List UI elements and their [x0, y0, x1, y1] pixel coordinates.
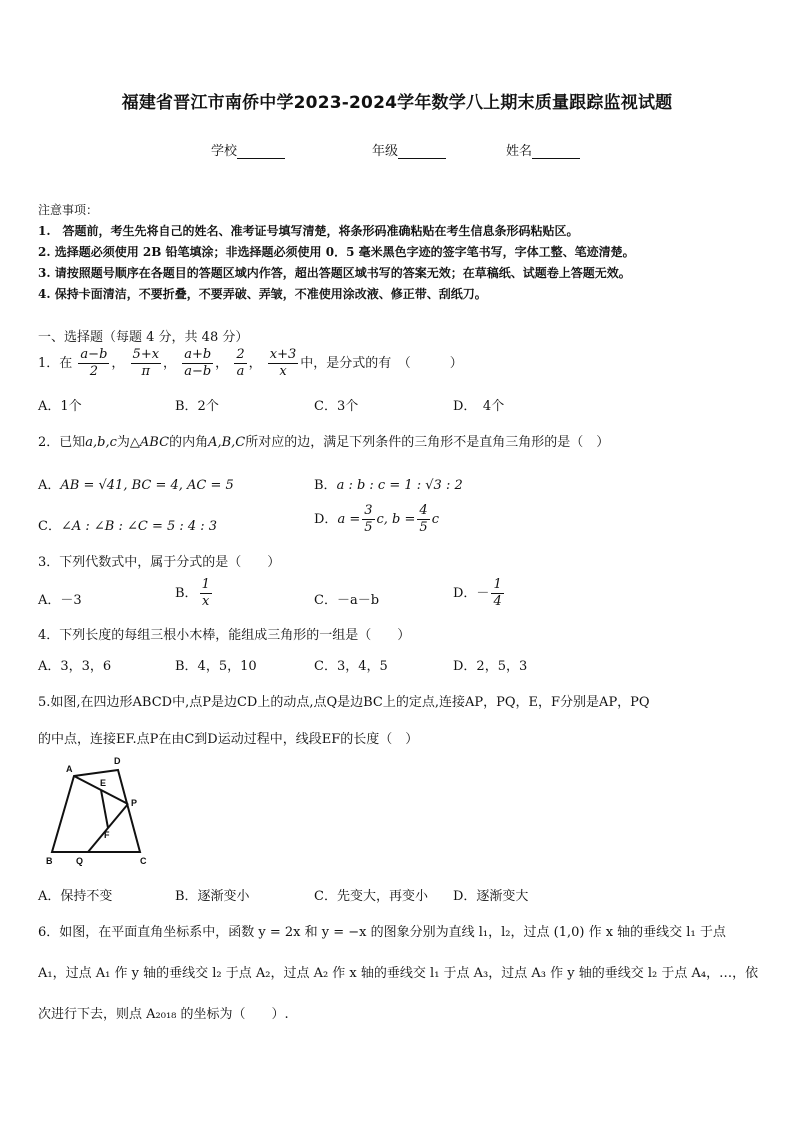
question-2: 2．已知a,b,c为△ABC的内角A,B,C所对应的边，满足下列条件的三角形不是直角三角形的是（ ） [38, 435, 610, 450]
notes [38, 200, 635, 305]
q1-fraction: $\frac{a-b}{2}$ [80, 347, 108, 379]
note-item: 4. 保持卡面清洁，不要折叠，不要弄破、弄皱，不准使用涂改液、修正带、刮纸刀。 [38, 287, 487, 301]
q1-fraction: $\frac{x+3}{x}$ [269, 347, 297, 379]
q2-option-c: C．∠A : ∠B : ∠C = 5 : 4 : 3 [38, 519, 218, 534]
q1-fraction: $\frac{5+x}{\pi}$ [132, 347, 160, 379]
q3-option-c: C．－a－b [314, 593, 380, 608]
q5-option-c: C．先变大，再变小 [314, 889, 428, 904]
label-f: F [104, 830, 110, 840]
q5-option-b: B．逐渐变小 [175, 889, 250, 904]
segment-ef [101, 790, 108, 828]
q4-option-a: A．3，3，6 [38, 659, 112, 674]
q1-suffix: 中，是分式的有 （ ） [300, 356, 463, 371]
grade-label: 年级 [372, 144, 399, 159]
page-title: 福建省晋江市南侨中学2023-2024学年数学八上期末质量跟踪监视试题 [121, 93, 673, 113]
q1-fraction: $\frac{a+b}{a-b}$ [184, 347, 212, 379]
question-1: 1．在 $\frac{a-b}{2}$ ， $\frac{5+x}{\pi}$ ， $\frac{a+b}{a-b}$ ， $\frac{2}{a}$ ， $\frac{x+3}{x}$ 中，是分式的有 （ ） [38, 347, 463, 379]
q4-option-c: C．3，4，5 [314, 659, 388, 674]
school-blank [237, 145, 285, 159]
q3-option-d: D．－ $\frac{1}{4}$ [453, 577, 502, 609]
q3-option-a: A．－3 [38, 593, 82, 608]
question-5-line-1: 5.如图,在四边形ABCD中,点P是边CD上的动点,点Q是边BC上的定点,连接AP，PQ，E，F分别是AP，PQ [38, 695, 650, 710]
question-3: 3．下列代数式中，属于分式的是（ ） [38, 555, 281, 570]
q2-option-a: A．AB = √41, BC = 4, AC = 5 [38, 478, 234, 493]
q1-option-b: B．2个 [175, 399, 219, 414]
question-5-line-2: 的中点，连接EF.点P在由C到D运动过程中，线段EF的长度（ ） [38, 732, 419, 747]
label-p: P [131, 798, 138, 808]
label-q: Q [76, 856, 84, 866]
q5-option-d: D．逐渐变大 [453, 889, 529, 904]
q3-option-b: B． $\frac{1}{x}$ [175, 577, 210, 609]
quadrilateral-abcd [52, 770, 140, 852]
question-6-line-3: 次进行下去，则点 A₂₀₁₈ 的坐标为（ ）. [38, 1007, 289, 1022]
q1-fraction: $\frac{2}{a}$ [236, 347, 245, 379]
grade-blank [398, 145, 446, 159]
q2-option-b: B．a : b : c = 1 : √3 : 2 [314, 478, 463, 493]
name-field [506, 140, 580, 159]
note-item: 3. 请按照题号顺序在各题目的答题区域内作答，超出答题区域书写的答案无效；在草稿纸、试题卷上答题无效。 [38, 266, 631, 280]
school-label: 学校 [211, 144, 238, 159]
label-c: C [140, 856, 147, 866]
label-b: B [46, 856, 53, 866]
question-6-line-1: 6．如图，在平面直角坐标系中，函数 y = 2x 和 y = −x 的图象分别为直线 l₁，l₂，过点 (1,0) 作 x 轴的垂线交 l₁ 于点 [38, 925, 726, 940]
name-blank [532, 145, 580, 159]
note-item: 2. 选择题必须使用 2B 铅笔填涂；非选择题必须使用 0．5 毫米黑色字迹的签字笔书写，字体工整、笔迹清楚。 [38, 245, 635, 259]
note-item: 1. 答题前，考生先将自己的姓名、准考证号填写清楚，将条形码准确粘贴在考生信息条形码粘贴区。 [38, 224, 579, 238]
q1-option-d: D． 4个 [453, 399, 505, 414]
q1-option-c: C．3个 [314, 399, 359, 414]
notes-heading: 注意事项： [38, 203, 99, 217]
q4-option-b: B．4，5，10 [175, 659, 257, 674]
section-heading: 一、选择题（每题 4 分，共 48 分） [38, 330, 249, 345]
q1-option-a: A．1个 [38, 399, 82, 414]
question-6-line-2: A₁，过点 A₁ 作 y 轴的垂线交 l₂ 于点 A₂，过点 A₂ 作 x 轴的垂线交 l₁ 于点 A₃，过点 A₃ 作 y 轴的垂线交 l₂ 于点 A₄，…，依 [38, 966, 758, 981]
school-field [211, 140, 285, 159]
grade-field [372, 140, 446, 159]
quadrilateral-diagram [40, 752, 160, 872]
label-e: E [100, 778, 107, 788]
name-label: 姓名 [506, 144, 533, 159]
question-4: 4．下列长度的每组三根小木棒，能组成三角形的一组是（ ） [38, 628, 411, 643]
label-a: A [66, 764, 73, 774]
q2-option-d: D．a = $\frac{3}{5}$ c, b = $\frac{4}{5}$ c [314, 503, 439, 535]
label-d: D [114, 756, 121, 766]
q5-option-a: A．保持不变 [38, 889, 113, 904]
q4-option-d: D．2，5，3 [453, 659, 528, 674]
q1-prefix: 1．在 [38, 356, 73, 371]
